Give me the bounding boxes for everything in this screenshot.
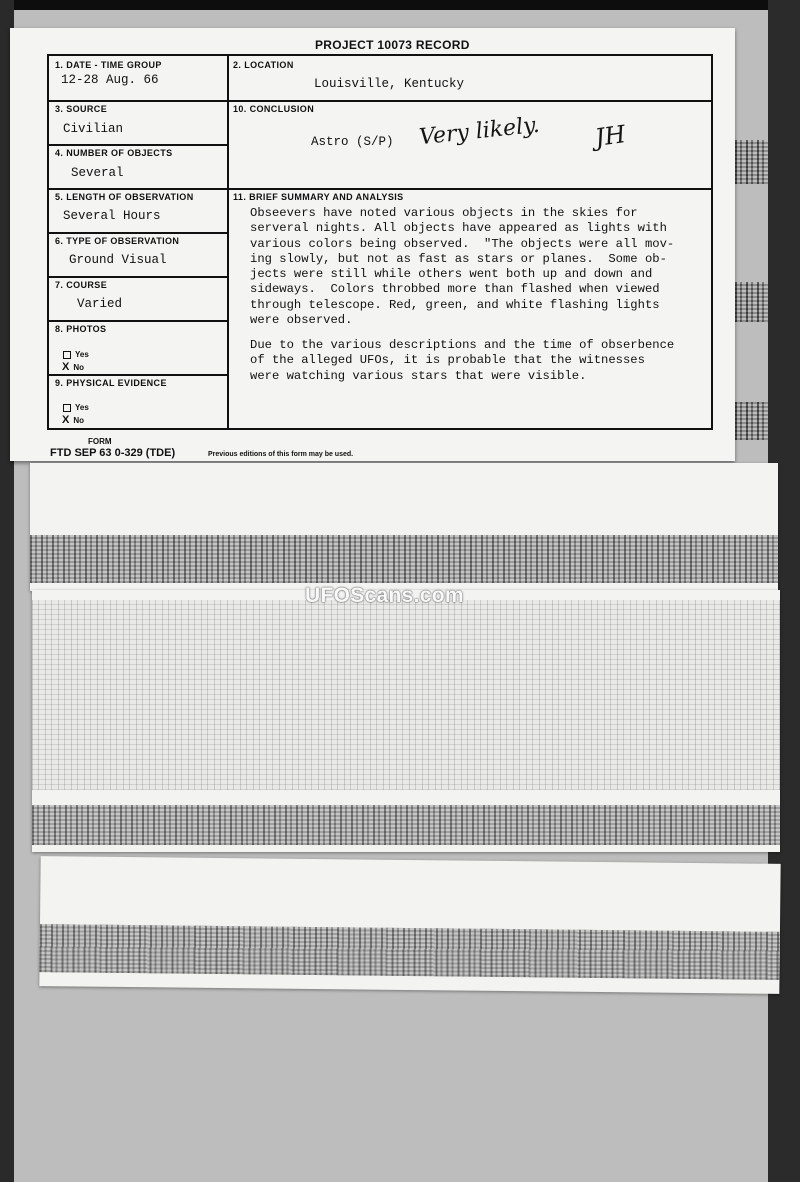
row-divider (49, 276, 227, 278)
location-value: Louisville, Kentucky (314, 77, 465, 91)
checkbox-x-icon: X (62, 414, 70, 426)
photos-label: 8. PHOTOS (55, 324, 107, 334)
strip-noise-band (39, 924, 779, 980)
summary-paragraph-2: Due to the various descriptions and the time of obserbence of the alleged UFOs, it is probable that the witnesses were watching various stars that were visible. (250, 338, 675, 383)
strip-speckle-area (32, 600, 780, 790)
strip-noise-band (30, 535, 778, 583)
blank-strip-3 (39, 856, 780, 994)
length-of-observation-value: Several Hours (63, 209, 161, 223)
side-noise-fragment (735, 402, 768, 440)
number-of-objects-label: 4. NUMBER OF OBJECTS (55, 148, 173, 158)
date-label: 1. DATE - TIME GROUP (55, 60, 162, 70)
length-of-observation-label: 5. LENGTH OF OBSERVATION (55, 192, 194, 202)
photos-yes-label: Yes (75, 350, 89, 359)
summary-label: 11. BRIEF SUMMARY AND ANALYSIS (233, 192, 404, 202)
handwritten-initials: JH (593, 120, 628, 152)
row-divider (49, 232, 227, 234)
conclusion-label: 10. CONCLUSION (233, 104, 315, 114)
source-value: Civilian (63, 122, 124, 136)
checkbox-empty-icon (63, 351, 71, 359)
photos-no-label: No (73, 363, 85, 372)
type-of-observation-value: Ground Visual (69, 253, 167, 267)
physical-no-option (62, 414, 84, 426)
side-noise-fragment (735, 282, 768, 322)
strip-noise-band (32, 805, 780, 845)
blank-strip-2 (32, 590, 780, 852)
summary-paragraph-1: Obseevers have noted various objects in the skies for serveral nights. All objects have appeared as lights with various colors being observed. "The objects were all mov- ing slowly, but not as fast as stars or planes. Some ob- jects were still while others went both up and down and sideways. Colors throbbed more than flashed when viewed through telescope. Red, green, and white flashing lights were observed. (250, 206, 675, 328)
type-of-observation-label: 6. TYPE OF OBSERVATION (55, 236, 180, 246)
physical-no-label: No (73, 416, 85, 425)
row-divider (49, 144, 227, 146)
footer-form-word: FORM (88, 437, 112, 446)
column-divider (227, 56, 229, 428)
row-divider (49, 374, 227, 376)
row-divider (49, 100, 711, 102)
row-divider (49, 320, 227, 322)
photos-yes-option (63, 350, 89, 359)
handwritten-note: Very likely. (418, 112, 541, 151)
photos-no-option (62, 361, 84, 373)
date-value: 12-28 Aug. 66 (61, 73, 159, 87)
watermark-text: UFOScans.com (305, 584, 464, 607)
checkbox-x-icon: X (62, 361, 70, 373)
location-label: 2. LOCATION (233, 60, 294, 70)
physical-yes-option (63, 403, 89, 412)
project-record-card (10, 28, 735, 461)
footer-note: Previous editions of this form may be used. (208, 451, 354, 458)
side-noise-fragment (735, 140, 768, 184)
course-label: 7. COURSE (55, 280, 108, 290)
top-dark-edge (0, 0, 800, 10)
physical-evidence-label: 9. PHYSICAL EVIDENCE (55, 378, 167, 388)
physical-yes-label: Yes (75, 403, 89, 412)
course-value: Varied (77, 297, 123, 311)
number-of-objects-value: Several (71, 166, 124, 180)
row-divider (49, 188, 711, 190)
footer-form-id: FTD SEP 63 0-329 (TDE) (50, 447, 176, 459)
record-title: PROJECT 10073 RECORD (315, 38, 470, 52)
conclusion-value: Astro (S/P) (311, 135, 394, 149)
source-label: 3. SOURCE (55, 104, 108, 114)
blank-strip-1 (30, 463, 778, 591)
checkbox-empty-icon (63, 404, 71, 412)
